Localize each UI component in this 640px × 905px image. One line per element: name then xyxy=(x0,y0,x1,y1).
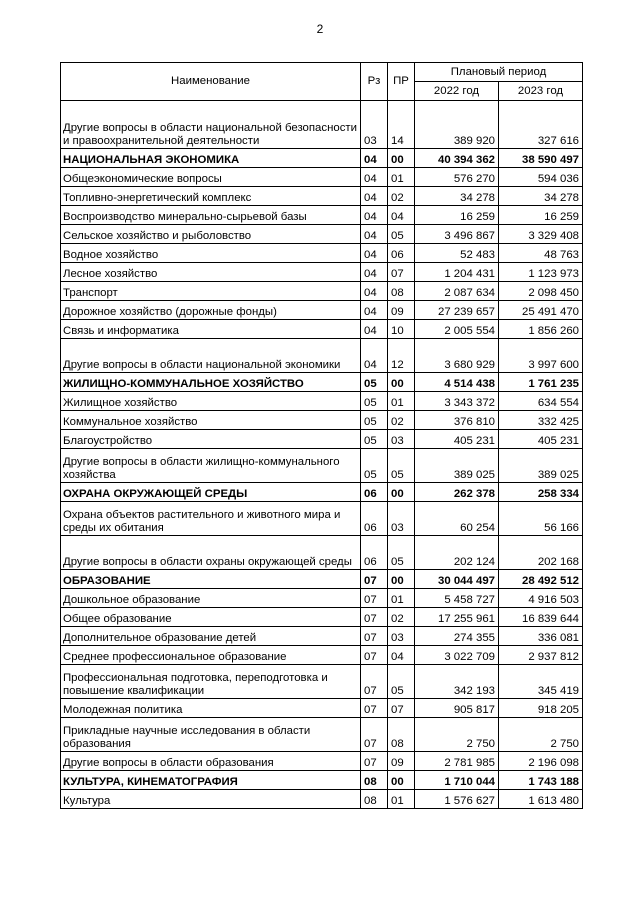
row-value-2022: 4 514 438 xyxy=(415,373,499,392)
table-row xyxy=(61,430,583,449)
row-rz: 07 xyxy=(361,627,388,646)
row-rz: 07 xyxy=(361,608,388,627)
row-rz: 07 xyxy=(361,570,388,589)
row-pr: 03 xyxy=(388,502,415,536)
row-pr: 05 xyxy=(388,449,415,483)
row-name: Другие вопросы в области национальной безопасности и правоохранительной деятельности xyxy=(61,101,361,149)
row-value-2022: 2 750 xyxy=(415,718,499,752)
row-rz: 07 xyxy=(361,589,388,608)
row-pr: 07 xyxy=(388,699,415,718)
row-pr: 05 xyxy=(388,536,415,570)
row-rz: 07 xyxy=(361,752,388,771)
row-value-2023: 3 997 600 xyxy=(499,339,583,373)
row-pr: 02 xyxy=(388,187,415,206)
row-value-2022: 3 343 372 xyxy=(415,392,499,411)
row-value-2022: 5 458 727 xyxy=(415,589,499,608)
page-number: 2 xyxy=(316,22,324,36)
row-value-2022: 27 239 657 xyxy=(415,301,499,320)
table-row xyxy=(61,320,583,339)
table-row xyxy=(61,589,583,608)
row-value-2023: 28 492 512 xyxy=(499,570,583,589)
row-value-2023: 16 839 644 xyxy=(499,608,583,627)
table-row xyxy=(61,752,583,771)
row-value-2023: 25 491 470 xyxy=(499,301,583,320)
row-rz: 07 xyxy=(361,699,388,718)
table-header xyxy=(61,63,583,101)
row-rz: 08 xyxy=(361,771,388,790)
row-name: Культура xyxy=(61,790,361,809)
row-name: Молодежная политика xyxy=(61,699,361,718)
row-rz: 04 xyxy=(361,263,388,282)
row-value-2022: 389 920 xyxy=(415,101,499,149)
budget-table xyxy=(60,62,583,809)
row-name: Сельское хозяйство и рыболовство xyxy=(61,225,361,244)
row-pr: 10 xyxy=(388,320,415,339)
table-row xyxy=(61,536,583,570)
row-rz: 05 xyxy=(361,430,388,449)
row-name: Благоустройство xyxy=(61,430,361,449)
row-pr: 00 xyxy=(388,373,415,392)
row-name: ОХРАНА ОКРУЖАЮЩЕЙ СРЕДЫ xyxy=(61,483,361,502)
row-value-2022: 60 254 xyxy=(415,502,499,536)
row-name: Другие вопросы в области охраны окружающей среды xyxy=(61,536,361,570)
row-value-2022: 905 817 xyxy=(415,699,499,718)
row-value-2022: 16 259 xyxy=(415,206,499,225)
row-pr: 03 xyxy=(388,627,415,646)
row-value-2023: 634 554 xyxy=(499,392,583,411)
table-row xyxy=(61,392,583,411)
row-pr: 01 xyxy=(388,168,415,187)
row-value-2022: 342 193 xyxy=(415,665,499,699)
row-pr: 09 xyxy=(388,752,415,771)
table-section-row xyxy=(61,570,583,589)
row-rz: 05 xyxy=(361,411,388,430)
table-body xyxy=(61,101,583,809)
row-name: Топливно-энергетический комплекс xyxy=(61,187,361,206)
row-value-2023: 56 166 xyxy=(499,502,583,536)
row-rz: 05 xyxy=(361,392,388,411)
row-value-2023: 1 613 480 xyxy=(499,790,583,809)
row-name: Коммунальное хозяйство xyxy=(61,411,361,430)
row-pr: 09 xyxy=(388,301,415,320)
row-rz: 06 xyxy=(361,483,388,502)
row-value-2023: 389 025 xyxy=(499,449,583,483)
row-value-2023: 38 590 497 xyxy=(499,149,583,168)
row-pr: 01 xyxy=(388,589,415,608)
table-section-row xyxy=(61,373,583,392)
row-value-2022: 2 005 554 xyxy=(415,320,499,339)
row-pr: 05 xyxy=(388,225,415,244)
row-value-2023: 2 196 098 xyxy=(499,752,583,771)
table-row xyxy=(61,263,583,282)
row-rz: 07 xyxy=(361,665,388,699)
row-value-2023: 202 168 xyxy=(499,536,583,570)
row-name: Общее образование xyxy=(61,608,361,627)
row-name: Другие вопросы в области жилищно-коммунального хозяйства xyxy=(61,449,361,483)
row-value-2022: 274 355 xyxy=(415,627,499,646)
row-rz: 04 xyxy=(361,282,388,301)
row-rz: 06 xyxy=(361,502,388,536)
table-row xyxy=(61,168,583,187)
row-value-2022: 2 087 634 xyxy=(415,282,499,301)
row-pr: 06 xyxy=(388,244,415,263)
row-pr: 12 xyxy=(388,339,415,373)
row-pr: 03 xyxy=(388,430,415,449)
row-name: Лесное хозяйство xyxy=(61,263,361,282)
row-rz: 04 xyxy=(361,301,388,320)
row-value-2022: 2 781 985 xyxy=(415,752,499,771)
row-pr: 01 xyxy=(388,790,415,809)
row-rz: 06 xyxy=(361,536,388,570)
table-row xyxy=(61,699,583,718)
row-pr: 02 xyxy=(388,608,415,627)
header-period: Плановый период xyxy=(415,63,583,82)
table-row xyxy=(61,449,583,483)
header-name: Наименование xyxy=(61,63,361,101)
row-rz: 04 xyxy=(361,225,388,244)
table-row xyxy=(61,244,583,263)
row-pr: 08 xyxy=(388,282,415,301)
row-pr: 05 xyxy=(388,665,415,699)
row-name: ОБРАЗОВАНИЕ xyxy=(61,570,361,589)
row-pr: 00 xyxy=(388,570,415,589)
header-year-2022: 2022 год xyxy=(415,82,499,101)
row-name: Водное хозяйство xyxy=(61,244,361,263)
table-row xyxy=(61,411,583,430)
table-row xyxy=(61,206,583,225)
table-row xyxy=(61,301,583,320)
row-value-2022: 52 483 xyxy=(415,244,499,263)
table-row xyxy=(61,718,583,752)
table-row xyxy=(61,627,583,646)
row-name: Дорожное хозяйство (дорожные фонды) xyxy=(61,301,361,320)
table-row xyxy=(61,790,583,809)
table-section-row xyxy=(61,771,583,790)
table-row xyxy=(61,225,583,244)
row-rz: 08 xyxy=(361,790,388,809)
row-name: Дополнительное образование детей xyxy=(61,627,361,646)
row-name: Другие вопросы в области образования xyxy=(61,752,361,771)
row-value-2022: 376 810 xyxy=(415,411,499,430)
row-value-2023: 327 616 xyxy=(499,101,583,149)
row-value-2023: 918 205 xyxy=(499,699,583,718)
table-row xyxy=(61,646,583,665)
table-section-row xyxy=(61,483,583,502)
row-value-2022: 40 394 362 xyxy=(415,149,499,168)
row-value-2023: 1 856 260 xyxy=(499,320,583,339)
header-pr: ПР xyxy=(388,63,415,101)
table-row xyxy=(61,665,583,699)
row-pr: 08 xyxy=(388,718,415,752)
header-year-2023: 2023 год xyxy=(499,82,583,101)
row-pr: 01 xyxy=(388,392,415,411)
row-value-2023: 1 761 235 xyxy=(499,373,583,392)
row-rz: 04 xyxy=(361,244,388,263)
row-pr: 04 xyxy=(388,646,415,665)
row-pr: 04 xyxy=(388,206,415,225)
row-name: Общеэкономические вопросы xyxy=(61,168,361,187)
row-pr: 00 xyxy=(388,771,415,790)
row-value-2022: 3 022 709 xyxy=(415,646,499,665)
row-value-2023: 405 231 xyxy=(499,430,583,449)
row-name: Среднее профессиональное образование xyxy=(61,646,361,665)
row-value-2022: 405 231 xyxy=(415,430,499,449)
row-rz: 07 xyxy=(361,718,388,752)
row-value-2022: 1 204 431 xyxy=(415,263,499,282)
row-name: Охрана объектов растительного и животного мира и среды их обитания xyxy=(61,502,361,536)
row-value-2023: 16 259 xyxy=(499,206,583,225)
row-value-2023: 3 329 408 xyxy=(499,225,583,244)
table-row xyxy=(61,282,583,301)
row-value-2023: 48 763 xyxy=(499,244,583,263)
row-rz: 04 xyxy=(361,168,388,187)
row-pr: 14 xyxy=(388,101,415,149)
row-rz: 03 xyxy=(361,101,388,149)
row-value-2023: 594 036 xyxy=(499,168,583,187)
row-value-2023: 345 419 xyxy=(499,665,583,699)
row-value-2022: 34 278 xyxy=(415,187,499,206)
row-rz: 05 xyxy=(361,373,388,392)
row-name: Связь и информатика xyxy=(61,320,361,339)
row-pr: 00 xyxy=(388,483,415,502)
row-name: Воспроизводство минерально-сырьевой базы xyxy=(61,206,361,225)
row-value-2022: 3 680 929 xyxy=(415,339,499,373)
table-row xyxy=(61,502,583,536)
row-value-2023: 34 278 xyxy=(499,187,583,206)
table-row xyxy=(61,187,583,206)
row-name: НАЦИОНАЛЬНАЯ ЭКОНОМИКА xyxy=(61,149,361,168)
row-value-2022: 1 576 627 xyxy=(415,790,499,809)
row-name: Профессиональная подготовка, переподготовка и повышение квалификации xyxy=(61,665,361,699)
row-value-2022: 17 255 961 xyxy=(415,608,499,627)
row-rz: 04 xyxy=(361,149,388,168)
row-pr: 02 xyxy=(388,411,415,430)
table-row xyxy=(61,608,583,627)
header-rz: Рз xyxy=(361,63,388,101)
table-row xyxy=(61,339,583,373)
row-name: Жилищное хозяйство xyxy=(61,392,361,411)
row-value-2023: 258 334 xyxy=(499,483,583,502)
row-name: ЖИЛИЩНО-КОММУНАЛЬНОЕ ХОЗЯЙСТВО xyxy=(61,373,361,392)
row-value-2022: 30 044 497 xyxy=(415,570,499,589)
table-section-row xyxy=(61,149,583,168)
row-rz: 05 xyxy=(361,449,388,483)
row-name: Другие вопросы в области национальной экономики xyxy=(61,339,361,373)
row-name: КУЛЬТУРА, КИНЕМАТОГРАФИЯ xyxy=(61,771,361,790)
row-rz: 04 xyxy=(361,320,388,339)
row-value-2023: 1 123 973 xyxy=(499,263,583,282)
row-rz: 04 xyxy=(361,339,388,373)
row-value-2023: 2 937 812 xyxy=(499,646,583,665)
row-name: Прикладные научные исследования в области образования xyxy=(61,718,361,752)
row-pr: 07 xyxy=(388,263,415,282)
row-value-2023: 4 916 503 xyxy=(499,589,583,608)
row-name: Дошкольное образование xyxy=(61,589,361,608)
row-pr: 00 xyxy=(388,149,415,168)
row-value-2023: 1 743 188 xyxy=(499,771,583,790)
table-row xyxy=(61,101,583,149)
row-value-2023: 2 098 450 xyxy=(499,282,583,301)
row-value-2022: 3 496 867 xyxy=(415,225,499,244)
row-rz: 04 xyxy=(361,187,388,206)
row-value-2023: 2 750 xyxy=(499,718,583,752)
row-rz: 07 xyxy=(361,646,388,665)
row-value-2022: 202 124 xyxy=(415,536,499,570)
row-name: Транспорт xyxy=(61,282,361,301)
row-value-2022: 389 025 xyxy=(415,449,499,483)
row-value-2022: 576 270 xyxy=(415,168,499,187)
row-value-2022: 262 378 xyxy=(415,483,499,502)
row-value-2023: 332 425 xyxy=(499,411,583,430)
row-value-2022: 1 710 044 xyxy=(415,771,499,790)
row-value-2023: 336 081 xyxy=(499,627,583,646)
row-rz: 04 xyxy=(361,206,388,225)
